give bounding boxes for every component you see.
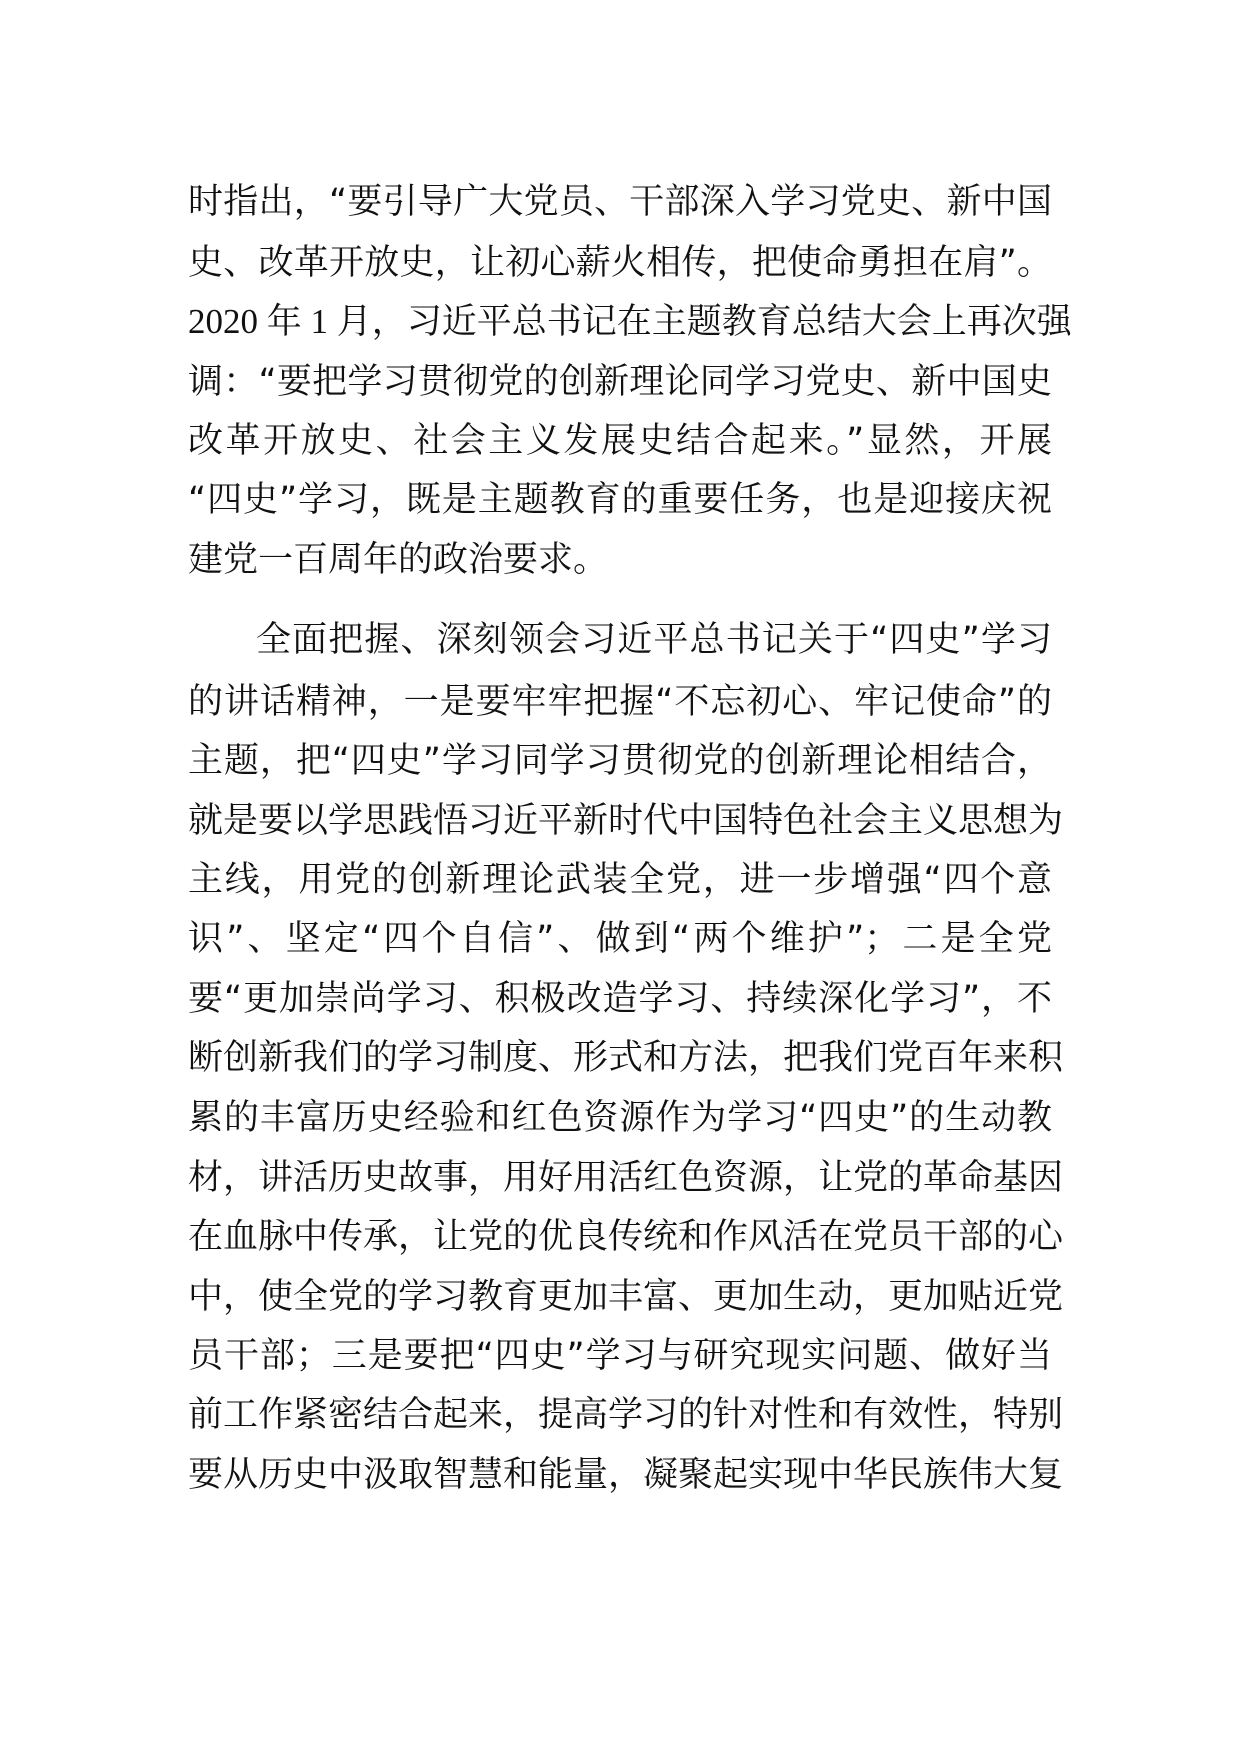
- text-line: “四史”学习，既是主题教育的重要任务，也是迎接庆祝: [188, 480, 1052, 520]
- text-line: 改革开放史、社会主义发展史结合起来。”显然，开展: [188, 421, 1052, 461]
- text-line: 要“更加崇尚学习、积极改造学习、持续深化学习”，不: [188, 979, 1052, 1019]
- text-line: 在血脉中传承，让党的优良传统和作风活在党员干部的心: [188, 1217, 1064, 1257]
- text-line: 史、改革开放史，让初心薪火相传，把使命勇担在肩”。: [188, 243, 1052, 283]
- text-line: 就是要以学思践悟习近平新时代中国特色社会主义思想为: [188, 801, 1064, 841]
- text-line: 时指出，“要引导广大党员、干部深入学习党史、新中国: [188, 182, 1052, 222]
- text-line: 断创新我们的学习制度、形式和方法，把我们党百年来积: [188, 1038, 1064, 1078]
- paragraph-first-line: 全面把握、深刻领会习近平总书记关于“四史”学习: [256, 620, 1052, 660]
- text-line: 的讲话精神，一是要牢牢把握“不忘初心、牢记使命”的: [188, 682, 1052, 722]
- text-line: 调：“要把学习贯彻党的创新理论同学习党史、新中国史: [188, 362, 1052, 402]
- text-line: 前工作紧密结合起来，提高学习的针对性和有效性，特别: [188, 1395, 1064, 1435]
- text-line: 主线，用党的创新理论武装全党，进一步增强“四个意: [188, 860, 1052, 900]
- text-line: 主题，把“四史”学习同学习贯彻党的创新理论相结合，: [188, 741, 1052, 781]
- text-line: 中，使全党的学习教育更加丰富、更加生动，更加贴近党: [188, 1277, 1064, 1317]
- text-line: 员干部；三是要把“四史”学习与研究现实问题、做好当: [188, 1336, 1052, 1376]
- text-line: 2020 年 1 月，习近平总书记在主题教育总结大会上再次强: [188, 302, 1072, 341]
- text-line: 建党一百周年的政治要求。: [188, 540, 609, 580]
- text-line: 累的丰富历史经验和红色资源作为学习“四史”的生动教: [188, 1098, 1052, 1138]
- text-line: 材，讲活历史故事，用好用活红色资源，让党的革命基因: [188, 1158, 1064, 1198]
- text-line: 识”、坚定“四个自信”、做到“两个维护”；二是全党: [188, 919, 1052, 959]
- text-line: 要从历史中汲取智慧和能量，凝聚起实现中华民族伟大复: [188, 1455, 1064, 1495]
